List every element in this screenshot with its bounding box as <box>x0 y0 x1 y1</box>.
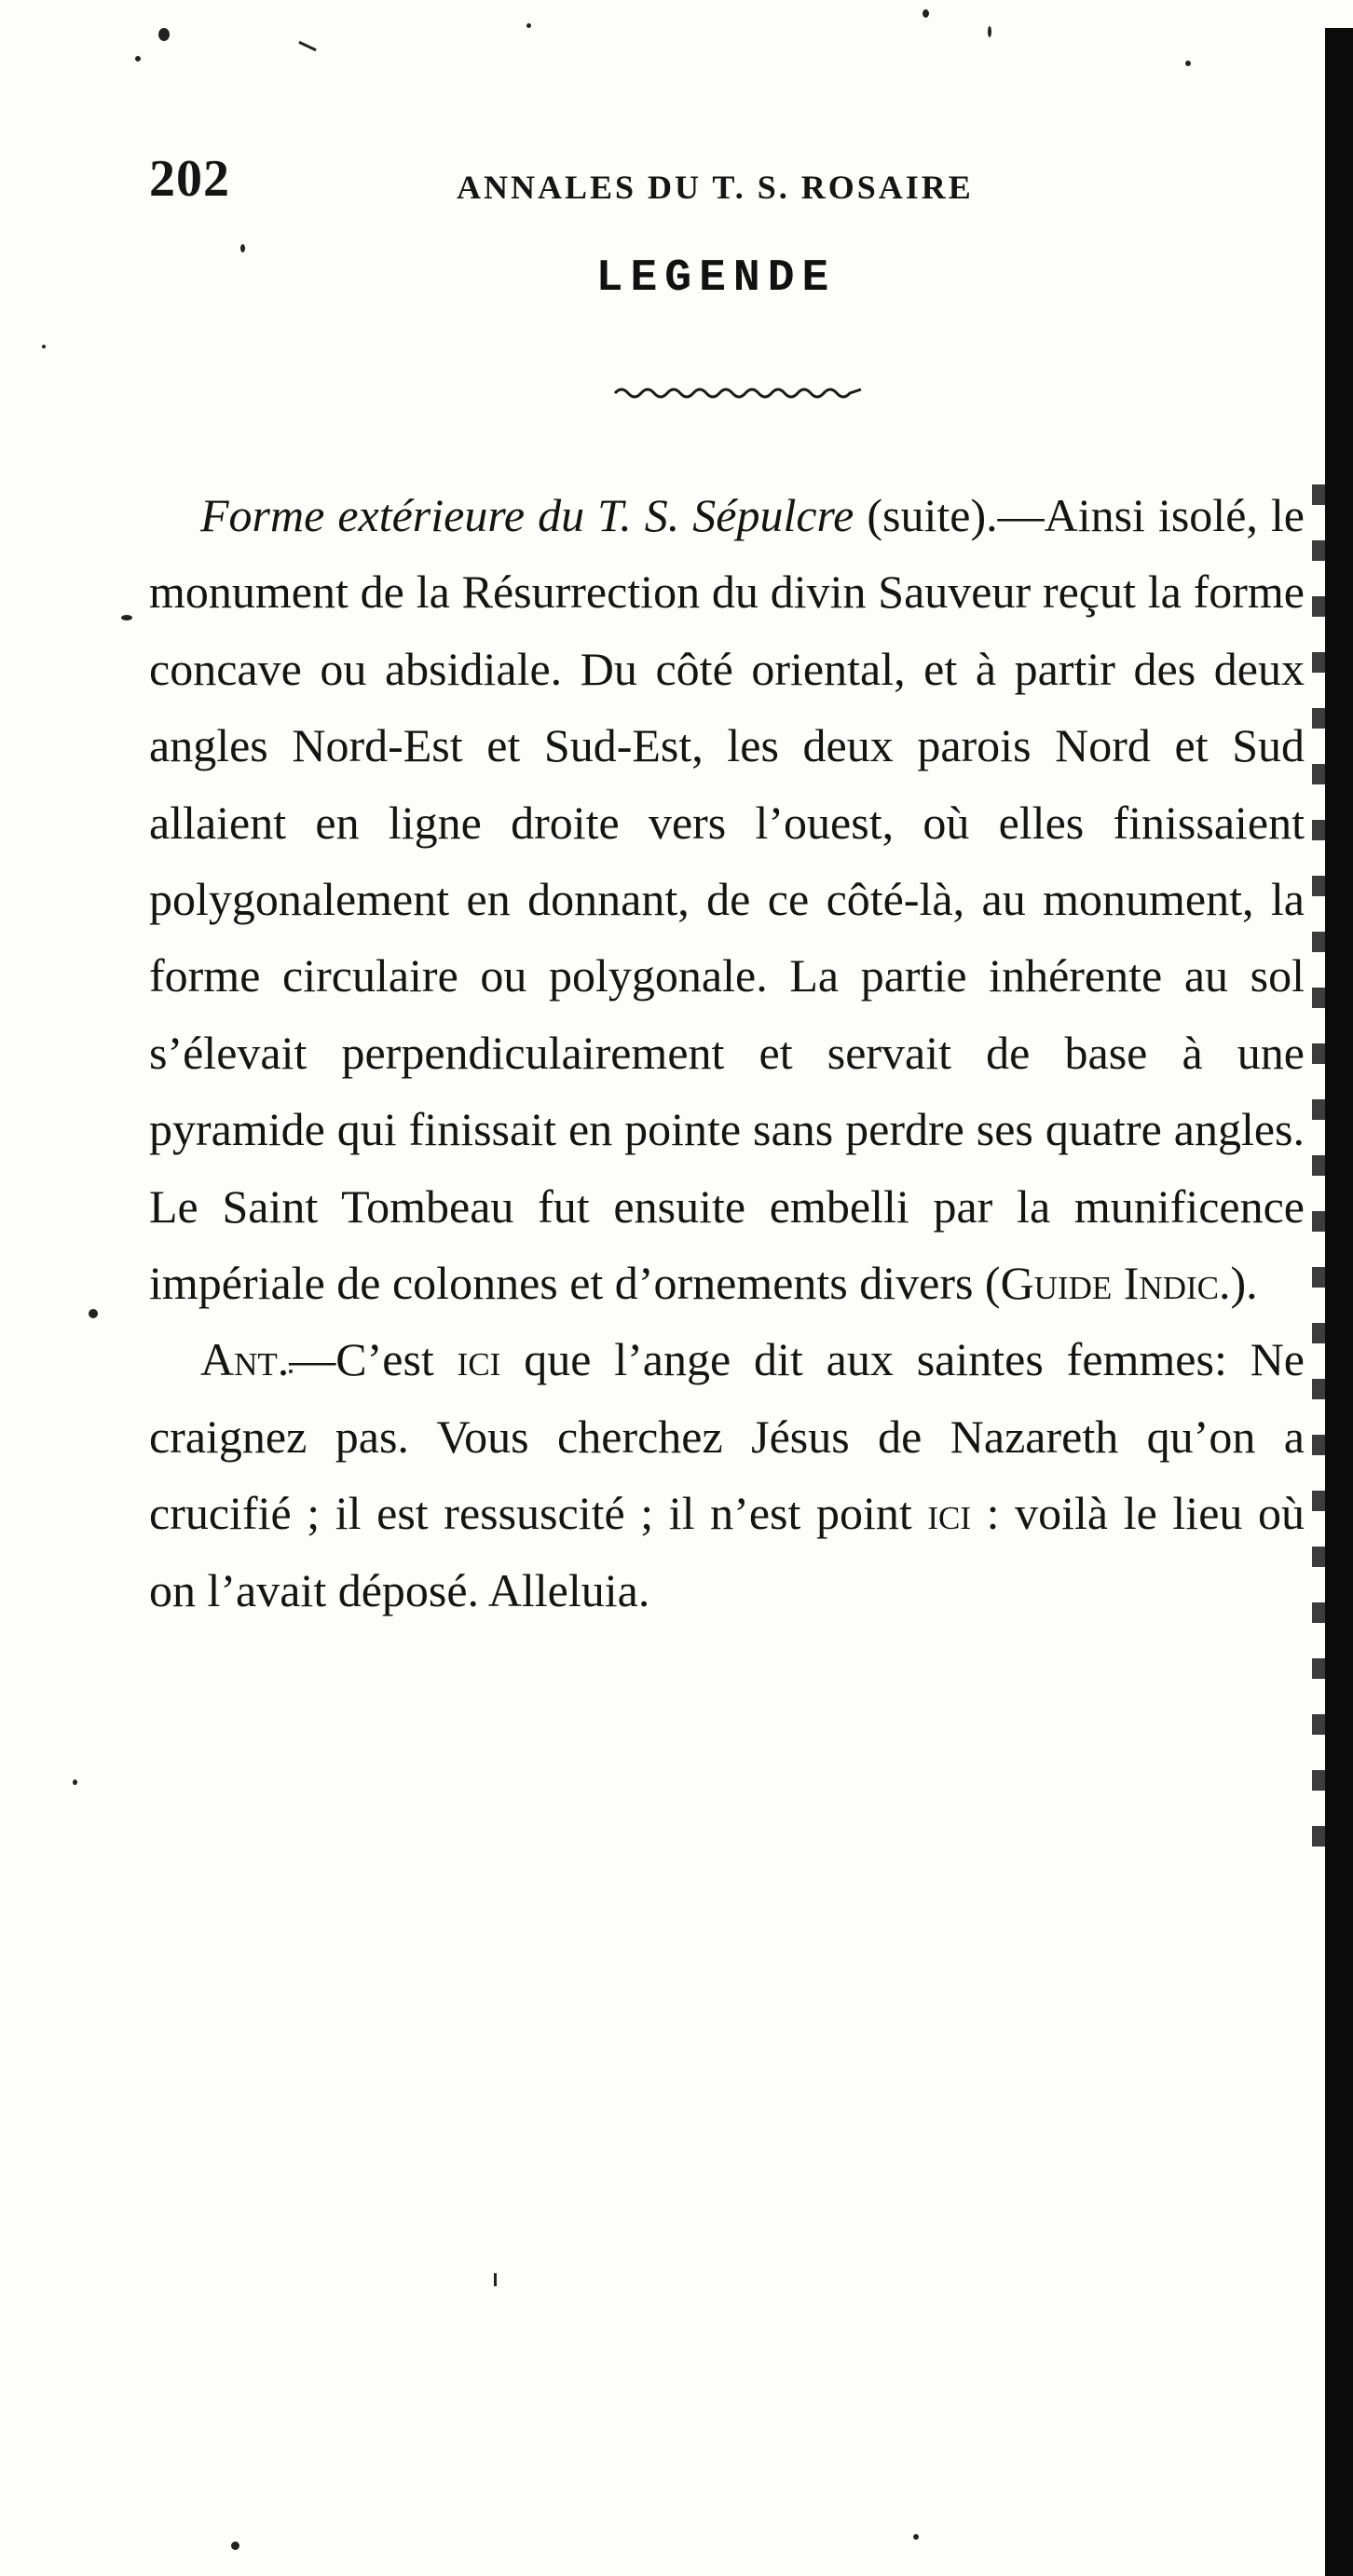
antiphon-ici-1: ici <box>457 1333 501 1386</box>
antiphon-text-c: : voilà le lieu où on l’avait déposé. Alleluia. <box>149 1487 1305 1616</box>
citation: Guide Indic. <box>1000 1257 1231 1310</box>
paragraph-italic-lead: Forme extérieure du T. S. Sépulcre <box>200 489 854 541</box>
antiphon-text-b: que l’ange dit aux saintes femmes: Ne craignez pas. Vous cherchez Jésus de Nazareth qu’on a crucifié ; il est ressuscité ; il n’est point <box>149 1333 1305 1540</box>
scan-binding-edge <box>1325 28 1353 2576</box>
antiphon-label: Ant. <box>200 1333 290 1386</box>
scan-adjacent-page-fragment <box>1312 484 1325 1882</box>
running-head <box>149 149 1305 214</box>
paragraph-text: (suite).—Ainsi isolé, le monument de la Résurrection du divin Sauveur reçut la forme concave ou absidiale. Du côté oriental, et à partir des deux angles Nord-Est et Sud-Est, les deux parois Nord et Sud allaient en ligne droite vers l’ouest, où elles finissaient polygonalement en donnant, de ce côté-là, au monument, la forme circulaire ou polygonale. La partie inhérente au sol s’élevait perpendiculairement et servait de base à une pyramide qui finissait en pointe sans perdre ses quatre angles. Le Saint Tombeau fut ensuite embelli par la munificence impériale de colonnes et d’ornements divers ( <box>149 489 1305 1310</box>
ornamental-divider <box>613 384 865 401</box>
page-number: 202 <box>149 150 230 208</box>
running-head-title: ANNALES DU T. S. ROSAIRE <box>457 169 974 206</box>
antiphon-text-a: —C’est <box>289 1333 458 1386</box>
paragraph-closing: ). <box>1230 1257 1258 1310</box>
section-title: LEGENDE <box>595 253 837 304</box>
body-text <box>149 477 1305 1629</box>
paragraph-legende <box>149 477 1305 1321</box>
paragraph-antiphon <box>149 1321 1305 1629</box>
antiphon-ici-2: ici <box>927 1487 972 1540</box>
